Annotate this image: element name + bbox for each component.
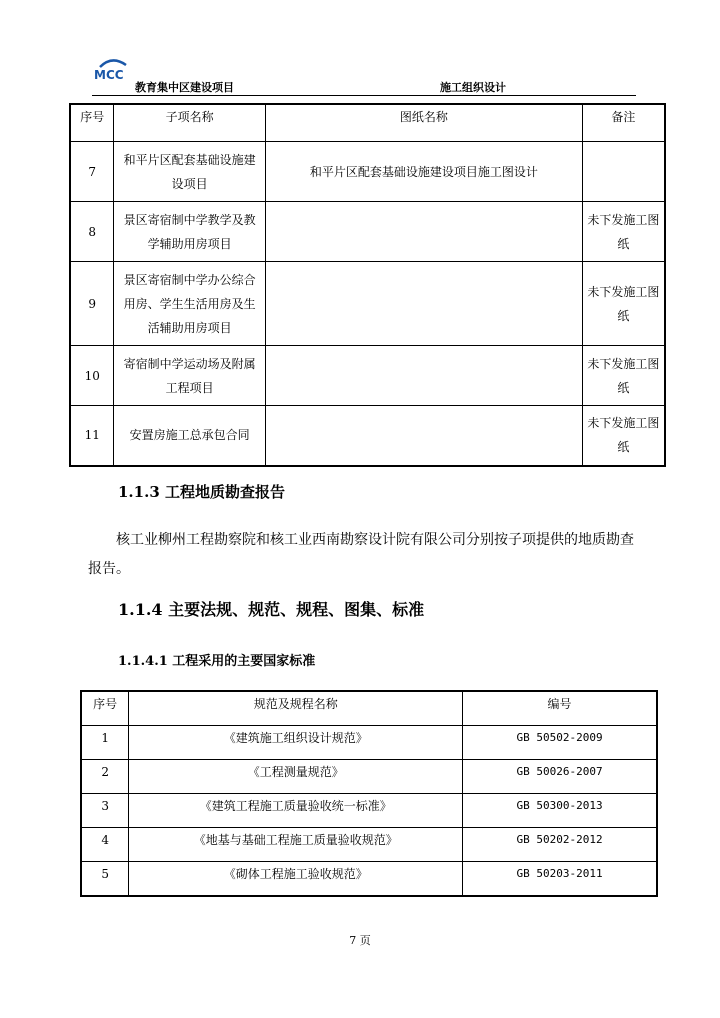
logo-text: MCC [94,68,124,82]
row-note: 未下发施工图纸 [582,346,665,406]
row-standard-name: 《建筑工程施工质量验收统一标准》 [129,794,463,828]
row-name: 寄宿制中学运动场及附属工程项目 [114,346,266,406]
row-standard-name: 《砌体工程施工验收规范》 [129,862,463,897]
row-name: 景区寄宿制中学办公综合用房、学生生活用房及生活辅助用房项目 [114,262,266,346]
row-code: GB 50502-2009 [463,726,657,760]
header-doc-title: 施工组织设计 [440,81,506,94]
col-header-name: 子项名称 [114,104,266,142]
row-note: 未下发施工图纸 [582,406,665,466]
section-heading-standards: 1.1.4 主要法规、规范、规程、图集、标准 [118,600,425,619]
col-header-note: 备注 [582,104,665,142]
header-project-name: 教育集中区建设项目 [135,81,234,94]
table-header-row [70,104,665,142]
table-row [81,794,657,828]
table-row [70,142,665,202]
row-drawing [265,406,582,466]
row-drawing [265,262,582,346]
table-row [81,862,657,897]
subsection-heading-national-standards: 1.1.4.1 工程采用的主要国家标准 [118,654,316,669]
drawing-table [69,103,666,467]
section-heading-geology: 1.1.3 工程地质勘查报告 [118,483,285,501]
page-number: 7 页 [349,934,371,947]
row-code: GB 50300-2013 [463,794,657,828]
row-no: 1 [81,726,129,760]
row-name: 安置房施工总承包合同 [114,406,266,466]
table-row [70,262,665,346]
row-code: GB 50203-2011 [463,862,657,897]
row-no: 7 [70,142,114,202]
col-header-code: 编号 [463,691,657,726]
row-no: 10 [70,346,114,406]
table-row [70,406,665,466]
standards-table [80,690,658,897]
row-code: GB 50202-2012 [463,828,657,862]
row-no: 5 [81,862,129,897]
row-code: GB 50026-2007 [463,760,657,794]
col-header-standard-name: 规范及规程名称 [129,691,463,726]
row-no: 8 [70,202,114,262]
row-standard-name: 《建筑施工组织设计规范》 [129,726,463,760]
header-divider [92,95,636,96]
geology-paragraph: 核工业柳州工程勘察院和核工业西南勘察设计院有限公司分别按子项提供的地质勘查报告。 [88,532,634,577]
row-note: 未下发施工图纸 [582,202,665,262]
col-header-no: 序号 [81,691,129,726]
col-header-drawing: 图纸名称 [265,104,582,142]
table-row [81,828,657,862]
row-note [582,142,665,202]
row-note: 未下发施工图纸 [582,262,665,346]
row-name: 景区寄宿制中学教学及教学辅助用房项目 [114,202,266,262]
row-name: 和平片区配套基础设施建设项目 [114,142,266,202]
table-header-row [81,691,657,726]
table-row [81,760,657,794]
row-standard-name: 《地基与基础工程施工质量验收规范》 [129,828,463,862]
row-standard-name: 《工程测量规范》 [129,760,463,794]
table-row [70,202,665,262]
row-no: 9 [70,262,114,346]
row-drawing [265,202,582,262]
row-drawing: 和平片区配套基础设施建设项目施工图设计 [265,142,582,202]
mcc-logo-icon [92,57,132,83]
row-no: 3 [81,794,129,828]
table-row [81,726,657,760]
row-no: 2 [81,760,129,794]
row-no: 4 [81,828,129,862]
table-row [70,346,665,406]
col-header-no: 序号 [70,104,114,142]
row-no: 11 [70,406,114,466]
row-drawing [265,346,582,406]
